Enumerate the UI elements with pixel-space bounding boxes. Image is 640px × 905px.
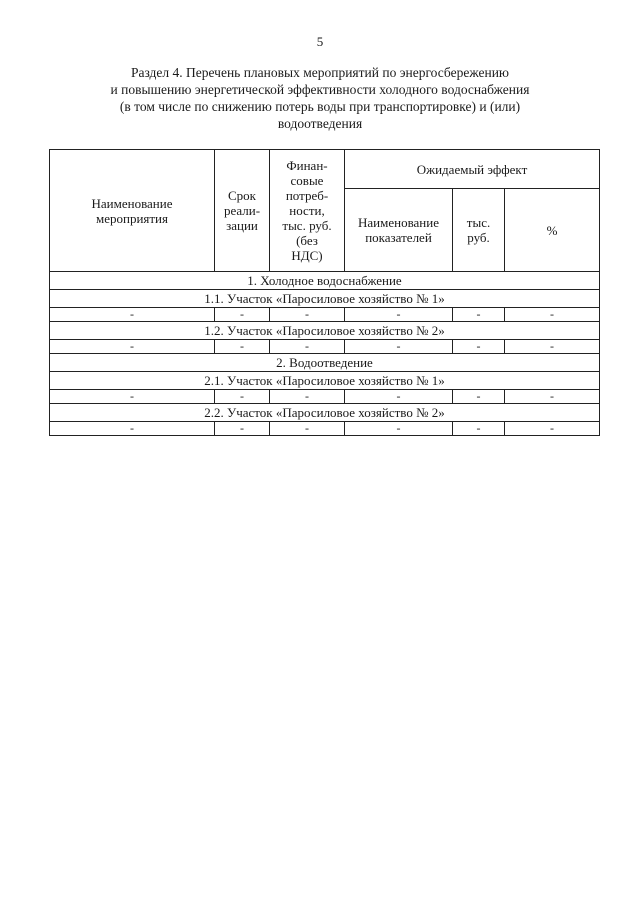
title-line-1: Раздел 4. Перечень плановых мероприятий по энергосбережению [130, 65, 510, 80]
measures-table [49, 149, 600, 436]
section-title-cell: 2. Водоотведение [50, 354, 600, 372]
cell-name: - [50, 340, 215, 354]
section-title-cell: 1. Холодное водоснабжение [50, 272, 600, 290]
site-row [50, 290, 600, 308]
cell-term: - [215, 390, 270, 404]
cell-name: - [50, 422, 215, 436]
cell-finance: - [270, 340, 345, 354]
table-row [50, 422, 600, 436]
cell-term: - [215, 422, 270, 436]
table-row [50, 340, 600, 354]
cell-indicators: - [345, 422, 453, 436]
title-line-3: (в том числе по снижению потерь воды при транспортировке) и (или) [119, 99, 521, 114]
header-percent: % [505, 189, 600, 272]
page-number: 5 [316, 34, 324, 49]
cell-thousand-rub: - [453, 340, 505, 354]
cell-percent: - [505, 340, 600, 354]
site-title-cell: 2.1. Участок «Паросиловое хозяйство № 1» [50, 372, 600, 390]
header-thousand-rub: тыс. руб. [453, 189, 505, 272]
site-row [50, 322, 600, 340]
header-expected-effect: Ожидаемый эффект [345, 150, 600, 189]
cell-percent: - [505, 390, 600, 404]
cell-thousand-rub: - [453, 422, 505, 436]
title-line-2: и повышению энергетической эффективности холодного водоснабжения [110, 82, 530, 97]
site-row [50, 372, 600, 390]
site-title-cell: 2.2. Участок «Паросиловое хозяйство № 2» [50, 404, 600, 422]
header-indicators: Наименование показателей [345, 189, 453, 272]
table-row [50, 390, 600, 404]
header-term: Срок реали- зации [215, 150, 270, 272]
title-line-4: водоотведения [277, 116, 363, 131]
section-row [50, 272, 600, 290]
table-row [50, 308, 600, 322]
cell-indicators: - [345, 340, 453, 354]
header-name: Наименование мероприятия [50, 150, 215, 272]
cell-indicators: - [345, 390, 453, 404]
cell-name: - [50, 390, 215, 404]
header-row-1 [50, 150, 600, 189]
header-finance: Финан- совые потреб- ности, тыс. руб. (без НДС) [270, 150, 345, 272]
cell-name: - [50, 308, 215, 322]
section-row [50, 354, 600, 372]
cell-term: - [215, 308, 270, 322]
site-title-cell: 1.1. Участок «Паросиловое хозяйство № 1» [50, 290, 600, 308]
cell-finance: - [270, 422, 345, 436]
cell-thousand-rub: - [453, 390, 505, 404]
cell-term: - [215, 340, 270, 354]
cell-percent: - [505, 308, 600, 322]
site-title-cell: 1.2. Участок «Паросиловое хозяйство № 2» [50, 322, 600, 340]
cell-finance: - [270, 390, 345, 404]
cell-thousand-rub: - [453, 308, 505, 322]
site-row [50, 404, 600, 422]
cell-percent: - [505, 422, 600, 436]
cell-finance: - [270, 308, 345, 322]
section-title [40, 64, 600, 132]
cell-indicators: - [345, 308, 453, 322]
